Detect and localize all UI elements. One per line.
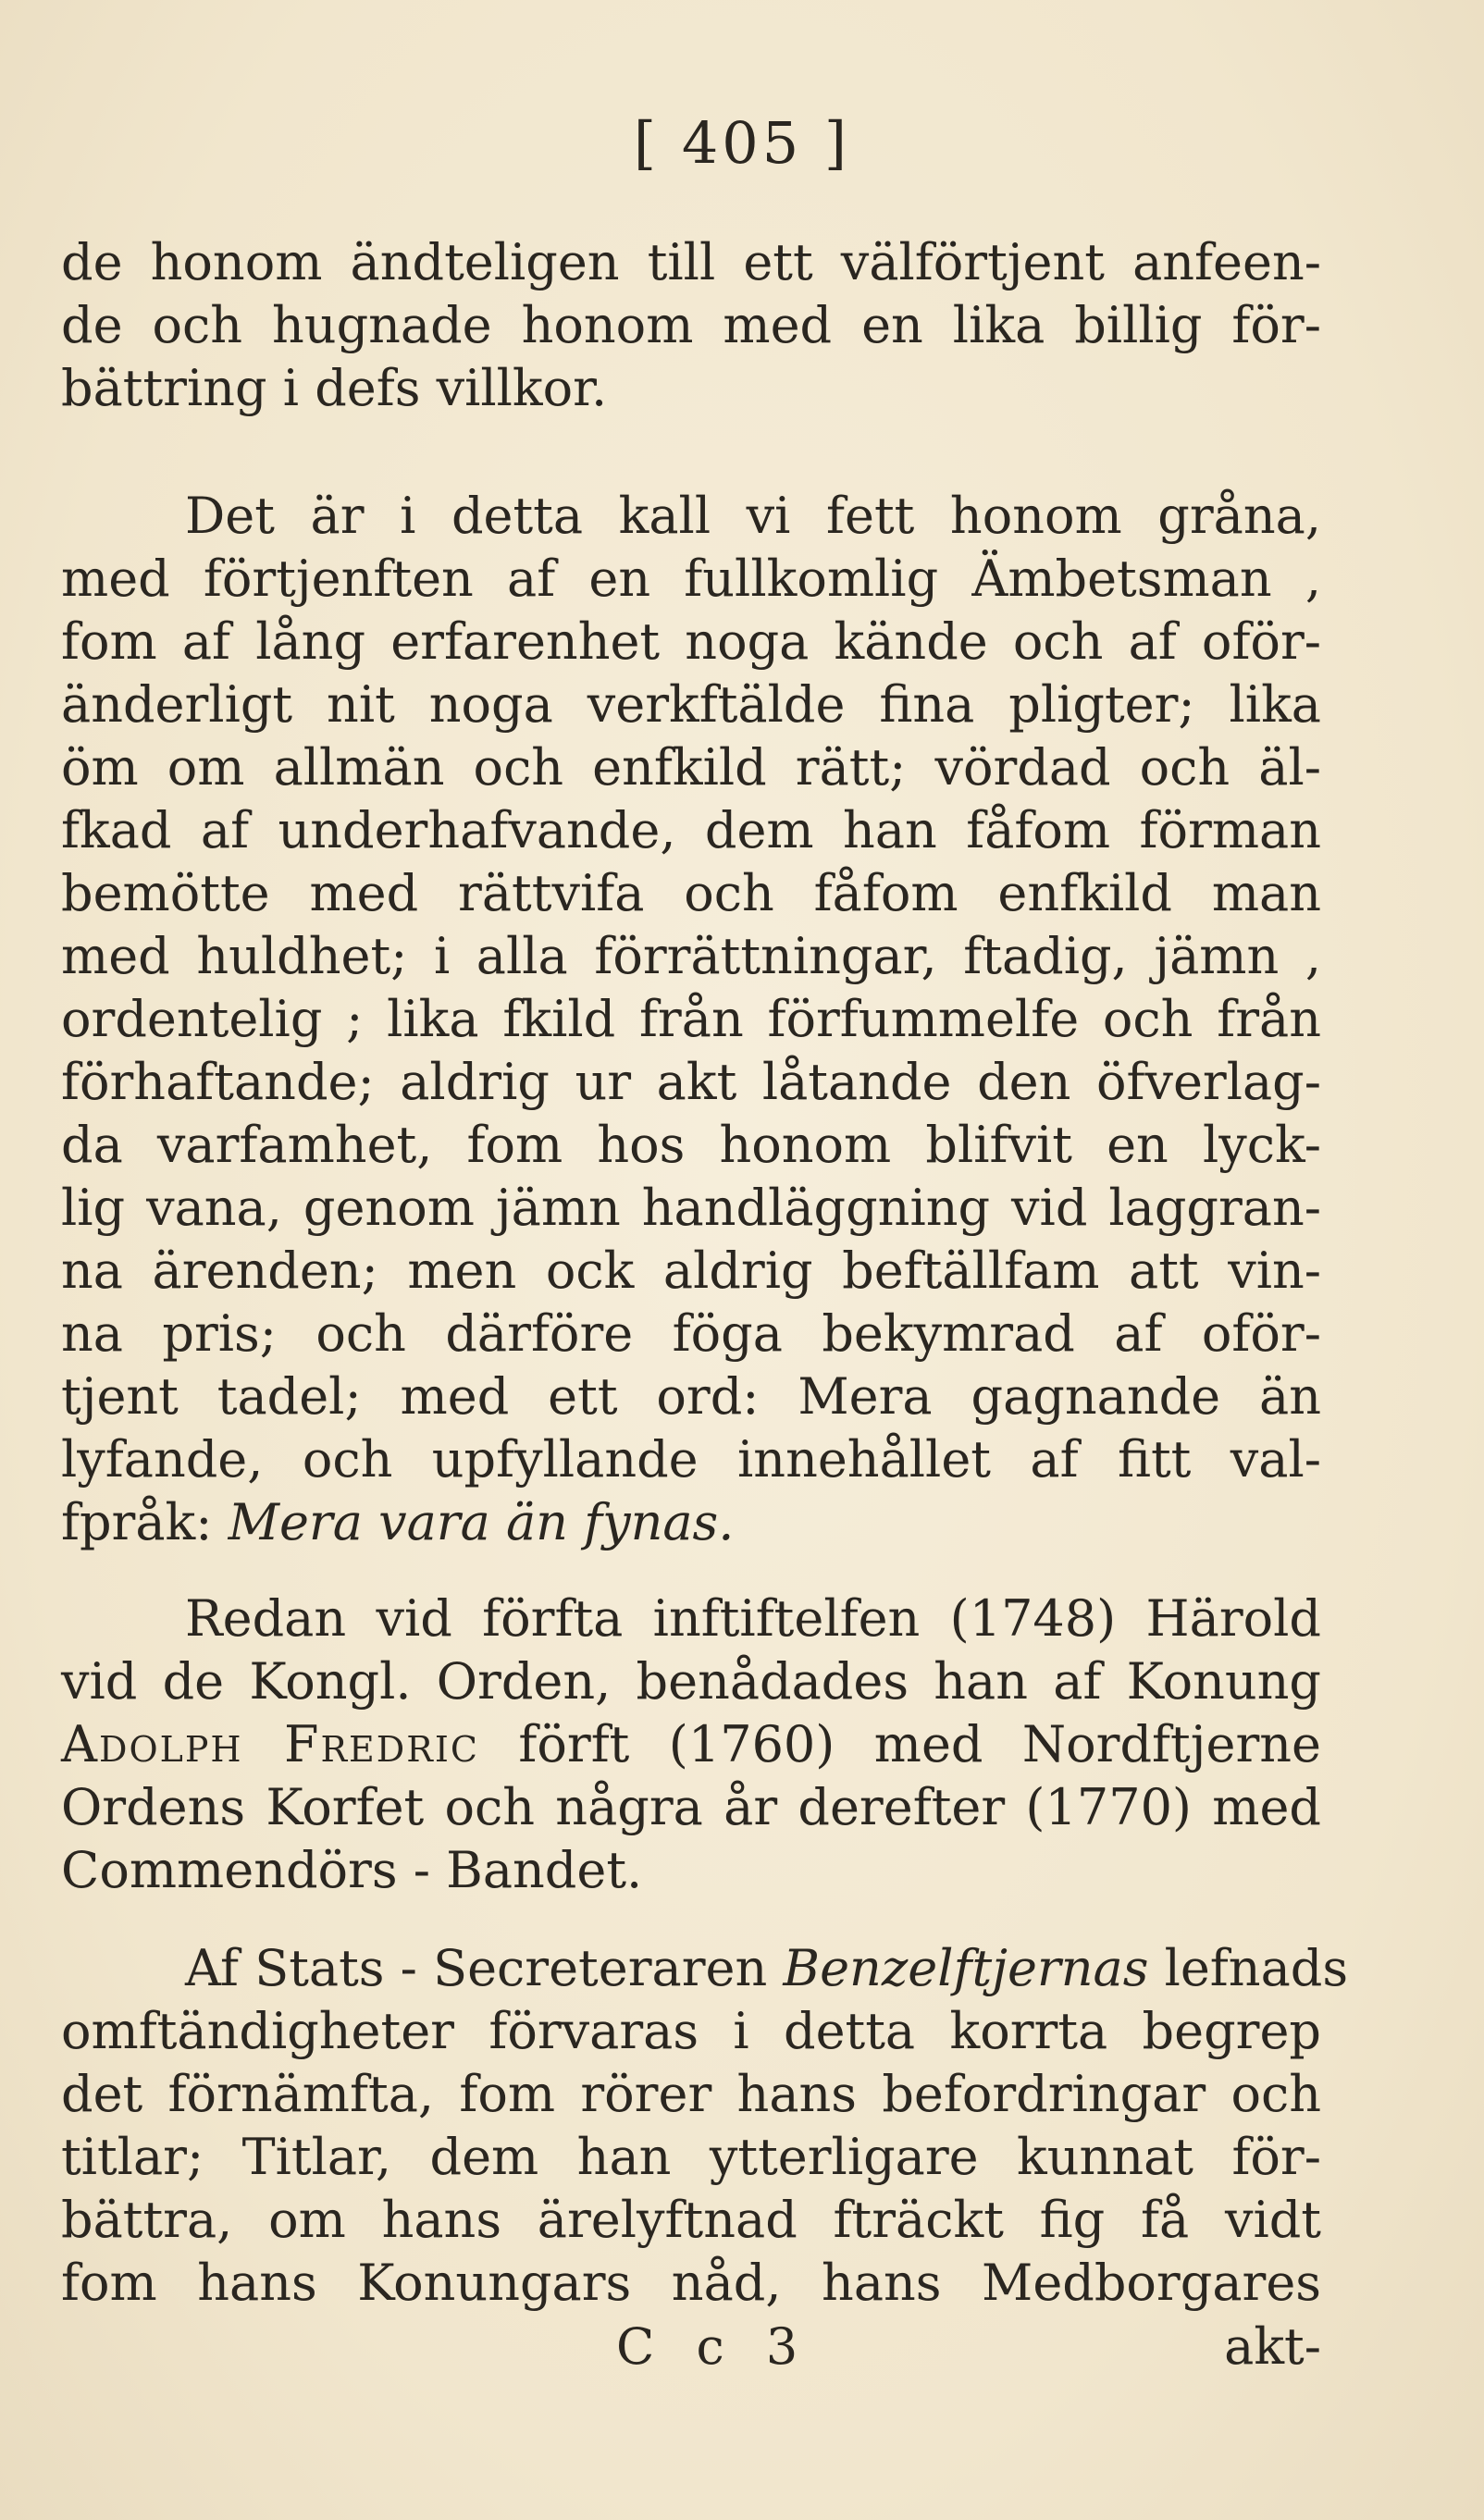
text-line — [61, 1491, 1321, 1554]
text-line: med förtjenften af en fullkomlig Ämbetsman , — [61, 550, 1321, 608]
text-line: de honom ändteligen till ett välförtjent anfeen- — [61, 233, 1321, 291]
catchword: akt- — [1224, 2317, 1321, 2376]
text-line: Redan vid förfta inftiftelfen (1748) Härold — [185, 1589, 1321, 1648]
text-fragment: förft (1760) med Nordftjerne — [478, 1715, 1321, 1773]
motto: Mera vara än fynas. — [228, 1493, 735, 1551]
royal-name: Adolph Fredric — [61, 1715, 479, 1773]
text-line: fom hans Konungars nåd, hans Medborgares — [61, 2254, 1321, 2312]
text-line — [185, 1937, 1349, 2000]
signature-mark: C c 3 — [616, 2317, 811, 2376]
page-number-header: [ 405 ] — [633, 109, 851, 177]
text-line: fom af lång erfarenhet noga kände och af oför- — [61, 612, 1321, 671]
text-fragment: Af Stats - Secreteraren — [185, 1939, 784, 1997]
text-line: de och hugnade honom med en lika billig för- — [61, 296, 1321, 354]
text-line: titlar; Titlar, dem han ytterligare kunnat för- — [61, 2128, 1321, 2186]
text-line: bemötte med rättvifa och fåfom enfkild man — [61, 864, 1321, 922]
motto-prefix: fpråk: — [61, 1493, 229, 1551]
text-line: det förnämfta, fom rörer hans befordringar och — [61, 2065, 1321, 2123]
text-line: Det är i detta kall vi fett honom gråna, — [185, 487, 1321, 545]
text-line: da varfamhet, fom hos honom blifvit en lyck- — [61, 1116, 1321, 1174]
text-line: na ärenden; men ock aldrig beftällfam att vin- — [61, 1241, 1321, 1300]
text-line: lyfande, och upfyllande innehållet af fitt val- — [61, 1430, 1321, 1489]
text-line: tjent tadel; med ett ord: Mera gagnande än — [61, 1367, 1321, 1426]
text-fragment: lefnads — [1148, 1939, 1349, 1997]
text-line: öm om allmän och enfkild rätt; vördad och äl- — [61, 738, 1321, 797]
text-line: förhaftande; aldrig ur akt låtande den öfverlag- — [61, 1053, 1321, 1111]
person-name: Benzelftjernas — [783, 1939, 1149, 1997]
text-line: na pris; och därföre föga bekymrad af oför- — [61, 1304, 1321, 1363]
text-line: bättring i defs villkor. — [61, 359, 608, 417]
text-line: vid de Kongl. Orden, benådades han af Konung — [61, 1652, 1321, 1711]
text-line: Commendörs - Bandet. — [61, 1841, 643, 1899]
text-line: lig vana, genom jämn handläggning vid laggran- — [61, 1179, 1321, 1237]
text-line: bättra, om hans ärelyftnad fträckt fig få vidt — [61, 2191, 1321, 2249]
text-line: änderligt nit noga verkftälde fina pligter; lika — [61, 675, 1321, 734]
text-line: omftändigheter förvaras i detta korrta begrep — [61, 2002, 1321, 2060]
text-line: med huldhet; i alla förrättningar, ftadig, jämn , — [61, 927, 1321, 985]
page-footer — [61, 2317, 1321, 2380]
text-line: ordentelig ; lika fkild från förfummelfe och från — [61, 990, 1321, 1048]
text-line: Ordens Korfet och några år derefter (1770) med — [61, 1778, 1321, 1836]
text-line — [61, 1713, 1321, 1776]
text-line: fkad af underhafvande, dem han fåfom förman — [61, 801, 1321, 859]
